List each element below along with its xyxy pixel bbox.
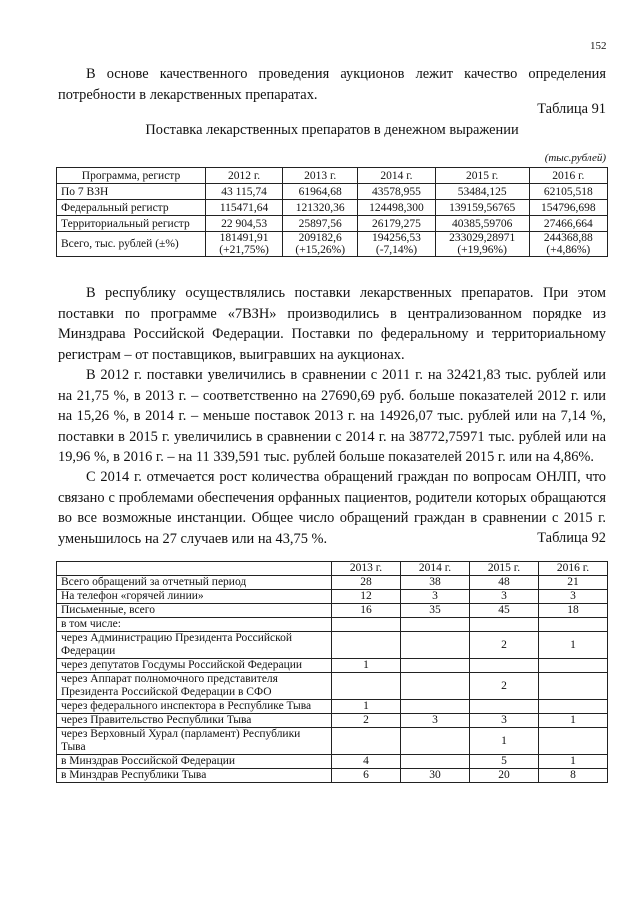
table-cell: 124498,300 — [358, 200, 435, 216]
page-number: 152 — [590, 40, 607, 52]
intro-paragraph: В основе качественного проведения аукционов лежит качество определения потребности в лекарственных препаратах. — [58, 66, 606, 103]
table-cell: 8 — [539, 769, 608, 783]
row-label: через Администрацию Президента Российской Федерации — [57, 632, 332, 659]
table-row — [57, 590, 608, 604]
table-cell: 1 — [332, 700, 401, 714]
table-cell — [470, 700, 539, 714]
table-cell: 209182,6 (+15,26%) — [283, 232, 358, 257]
table-cell: 20 — [470, 769, 539, 783]
table-cell: 12 — [332, 590, 401, 604]
table-row — [57, 184, 608, 200]
header-cell: 2013 г. — [332, 562, 401, 576]
row-label: через депутатов Госдумы Российской Федерации — [57, 659, 332, 673]
row-label: По 7 ВЗН — [57, 184, 206, 200]
table-cell — [332, 632, 401, 659]
row-label: через Правительство Республики Тыва — [57, 714, 332, 728]
header-cell: 2016 г. — [539, 562, 608, 576]
table-row-total — [57, 232, 608, 257]
table91-title: Поставка лекарственных препаратов в денежном выражении — [145, 122, 519, 138]
table-cell — [401, 755, 470, 769]
header-cell: 2013 г. — [283, 168, 358, 184]
table-cell: 61964,68 — [283, 184, 358, 200]
table-header-row — [57, 168, 608, 184]
table-header-row — [57, 562, 608, 576]
row-label: На телефон «горячей линии» — [57, 590, 332, 604]
paragraph-3: С 2014 г. отмечается рост количества обращений граждан по вопросам ОНЛП, что связано с проблемами обеспечения орфанных пациентов, родители которых обращаются во все возможные инстанции. Общее число обращений граждан в сравнении с 2015 г. уменьшилось на 27 случаев или на 43,75 %. — [58, 469, 606, 547]
table-91 — [56, 167, 608, 257]
table-cell: 1 — [539, 632, 608, 659]
row-label: через федерального инспектора в Республике Тыва — [57, 700, 332, 714]
table-cell: 3 — [401, 714, 470, 728]
table-cell: 21 — [539, 576, 608, 590]
table-cell: 3 — [470, 590, 539, 604]
table-cell: 4 — [332, 755, 401, 769]
header-cell: 2015 г. — [470, 562, 539, 576]
table-cell: 1 — [539, 714, 608, 728]
table-cell: 181491,91 (+21,75%) — [206, 232, 283, 257]
table-row — [57, 714, 608, 728]
row-label: Всего, тыс. рублей (±%) — [57, 232, 206, 257]
table-cell — [401, 673, 470, 700]
table-cell: 45 — [470, 604, 539, 618]
table-cell — [539, 728, 608, 755]
header-cell: 2016 г. — [529, 168, 607, 184]
table-row — [57, 673, 608, 700]
table91-unit: (тыс.рублей) — [544, 152, 606, 164]
table-cell: 18 — [539, 604, 608, 618]
table-row — [57, 604, 608, 618]
table-cell: 3 — [470, 714, 539, 728]
table-cell: 233029,28971 (+19,96%) — [435, 232, 529, 257]
table-cell — [539, 700, 608, 714]
table-cell: 194256,53 (-7,14%) — [358, 232, 435, 257]
table-cell — [332, 673, 401, 700]
table-cell: 154796,698 — [529, 200, 607, 216]
table-cell: 43 115,74 — [206, 184, 283, 200]
header-cell: 2014 г. — [358, 168, 435, 184]
header-cell: 2014 г. — [401, 562, 470, 576]
table-cell: 244368,88 (+4,86%) — [529, 232, 607, 257]
table-cell: 2 — [332, 714, 401, 728]
table-cell: 115471,64 — [206, 200, 283, 216]
table-cell — [332, 618, 401, 632]
header-cell: Программа, регистр — [57, 168, 206, 184]
table-cell: 2 — [470, 632, 539, 659]
table-row — [57, 728, 608, 755]
table-row — [57, 755, 608, 769]
row-label: Письменные, всего — [57, 604, 332, 618]
table-cell: 48 — [470, 576, 539, 590]
table-row — [57, 700, 608, 714]
table-cell: 43578,955 — [358, 184, 435, 200]
table-cell — [539, 659, 608, 673]
table-cell: 40385,59706 — [435, 216, 529, 232]
table-cell — [539, 618, 608, 632]
table-cell: 121320,36 — [283, 200, 358, 216]
table-cell: 1 — [539, 755, 608, 769]
table-cell — [470, 659, 539, 673]
row-label: Территориальный регистр — [57, 216, 206, 232]
row-label: Федеральный регистр — [57, 200, 206, 216]
table-cell — [470, 618, 539, 632]
table-cell: 2 — [470, 673, 539, 700]
row-label: через Верховный Хурал (парламент) Республики Тыва — [57, 728, 332, 755]
table-cell: 22 904,53 — [206, 216, 283, 232]
table-row — [57, 576, 608, 590]
table-cell: 3 — [401, 590, 470, 604]
paragraph-2: В 2012 г. поставки увеличились в сравнении с 2011 г. на 32421,83 тыс. рублей или на 21,75 %, в 2013 г. – соответственно на 27690,69 руб. больше показателей 2012 г. или на 15,26 %, в 2014 г. – меньше поставок 2013 г. на 14926,07 тыс. рублей или на 7,14 %, поставки в 2015 г. увеличились в сравнении с 2014 г. на 38772,75971 тыс. рублей или на 19,96 %, в 2016 г. – на 11 339,591 тыс. рублей больше показателей 2015 г. или на 4,86%. — [58, 367, 606, 465]
row-label: в Минздрав Российской Федерации — [57, 755, 332, 769]
table-cell: 1 — [332, 659, 401, 673]
table-row — [57, 659, 608, 673]
row-label: в Минздрав Республики Тыва — [57, 769, 332, 783]
table-cell — [401, 618, 470, 632]
header-cell: 2012 г. — [206, 168, 283, 184]
table-row — [57, 632, 608, 659]
table-cell: 27466,664 — [529, 216, 607, 232]
table-cell: 3 — [539, 590, 608, 604]
table-row — [57, 216, 608, 232]
table-cell — [401, 632, 470, 659]
table-row — [57, 200, 608, 216]
table-cell: 38 — [401, 576, 470, 590]
table-cell: 1 — [470, 728, 539, 755]
table92-label: Таблица 92 — [537, 530, 606, 546]
header-cell: 2015 г. — [435, 168, 529, 184]
row-label: через Аппарат полномочного представителя Президента Российской Федерации в СФО — [57, 673, 332, 700]
table-cell: 6 — [332, 769, 401, 783]
table-cell: 139159,56765 — [435, 200, 529, 216]
table-cell: 53484,125 — [435, 184, 529, 200]
table-cell — [401, 700, 470, 714]
table91-label: Таблица 91 — [537, 101, 606, 117]
table-cell: 62105,518 — [529, 184, 607, 200]
table-cell — [401, 659, 470, 673]
table-cell — [539, 673, 608, 700]
table-cell: 5 — [470, 755, 539, 769]
table-cell: 30 — [401, 769, 470, 783]
table-cell — [401, 728, 470, 755]
table-row — [57, 618, 608, 632]
table-row — [57, 769, 608, 783]
paragraph-1: В республику осуществлялись поставки лекарственных препаратов. При этом поставки по программе «7ВЗН» производились в централизованном порядке из Минздрава Российской Федерации. Поставки по федеральному и территориальному регистрам – от поставщиков, выигравших на аукционах. — [58, 285, 606, 363]
table-cell: 16 — [332, 604, 401, 618]
table-92 — [56, 561, 608, 783]
table-cell: 35 — [401, 604, 470, 618]
table-cell: 25897,56 — [283, 216, 358, 232]
table-cell — [332, 728, 401, 755]
row-label: в том числе: — [57, 618, 332, 632]
table-cell: 26179,275 — [358, 216, 435, 232]
row-label: Всего обращений за отчетный период — [57, 576, 332, 590]
header-cell — [57, 562, 332, 576]
table-cell: 28 — [332, 576, 401, 590]
